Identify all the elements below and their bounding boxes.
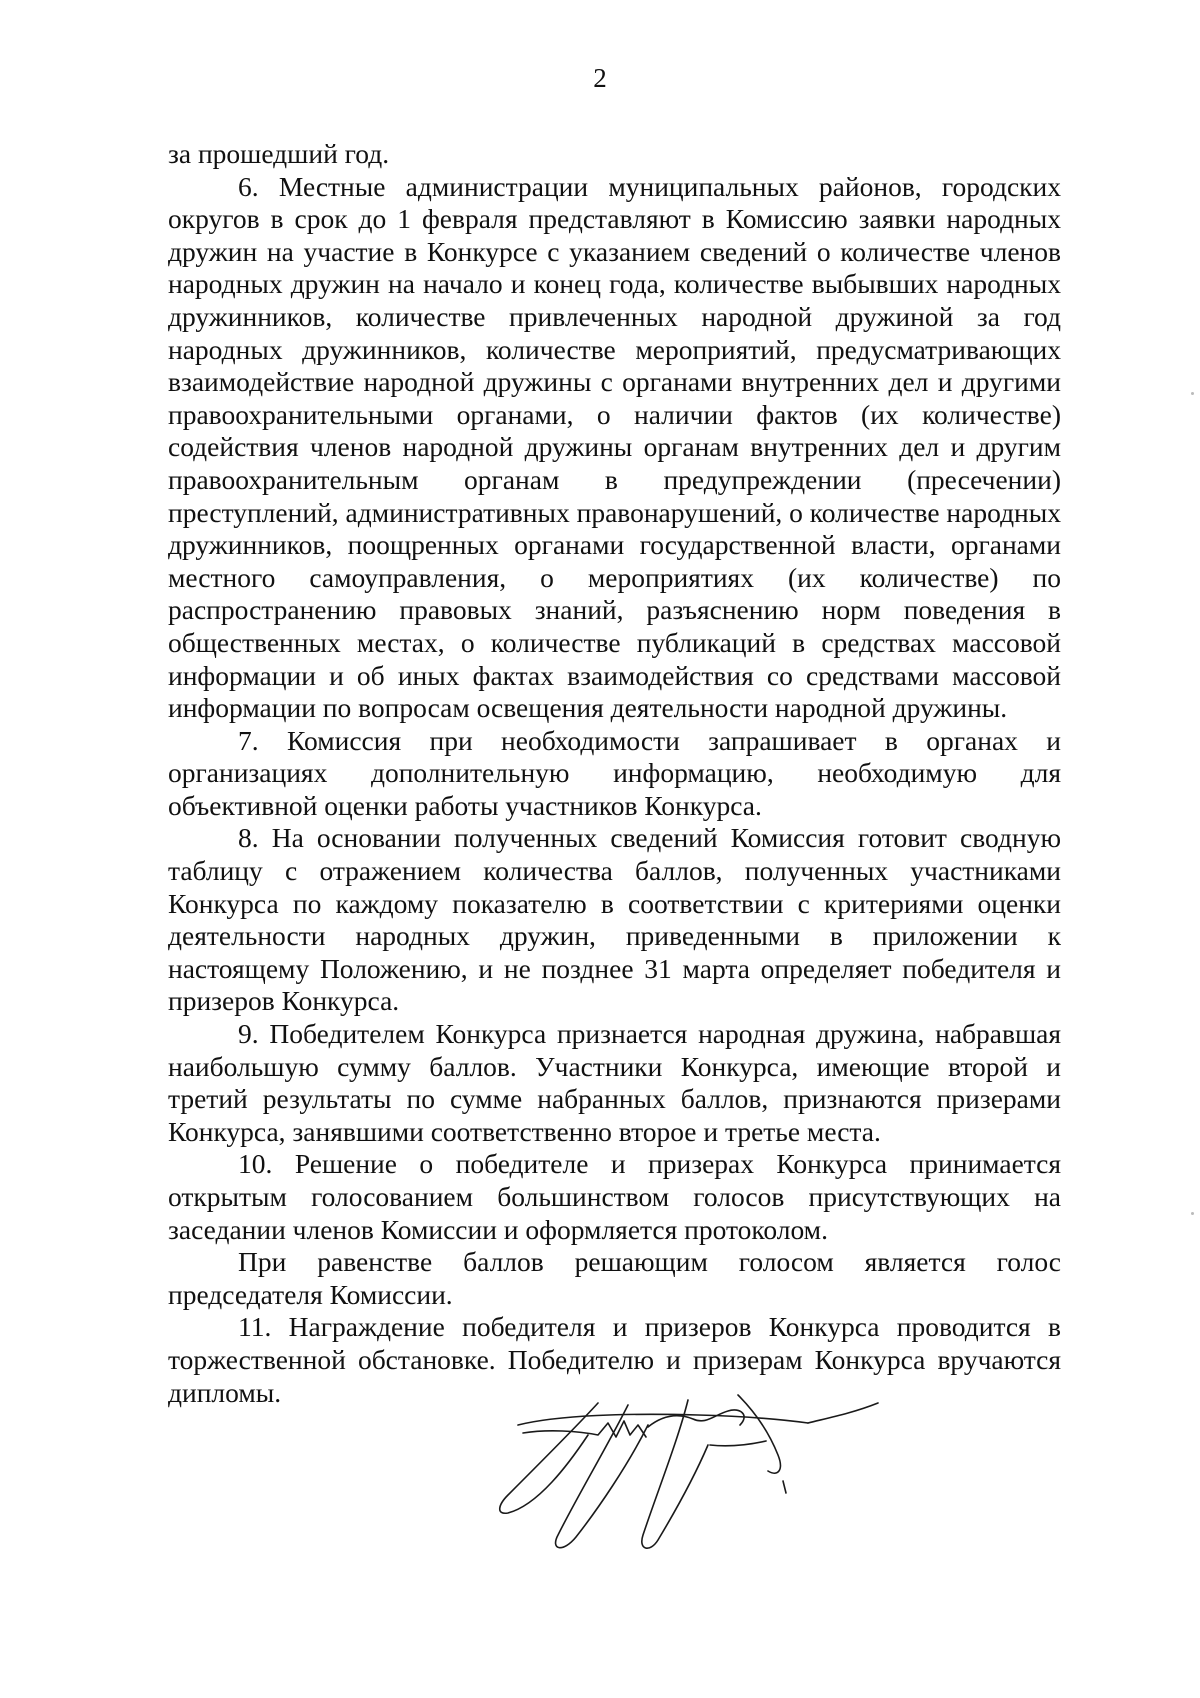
page-number: 2 xyxy=(593,63,607,93)
paragraph-item-9: 9. Победителем Конкурса признается народная дружина, набравшая наибольшую сумму баллов. Участники Конкурса, имеющие второй и третий результаты по сумме набранных баллов, признаются призерами Конкурса, занявшими соответственно второе и третье места. xyxy=(168,1018,1061,1147)
paragraph-item-6: 6. Местные администрации муниципальных районов, городских округов в срок до 1 февраля представляют в Комиссию заявки народных дружин на участие в Конкурсе с указанием сведений о количестве членов народных дружин на начало и конец года, количестве выбывших народных дружинников, количестве привлеченных народной дружиной за год народных дружинников, количестве мероприятий, предусматривающих взаимодействие народной дружины с органами внутренних дел и другими правоохранительными органами, о наличии фактов (их количестве) содействия членов народной дружины органам внутренних дел и другим правоохранительным органам в предупреждении (пресечении) преступлений, административных правонарушений, о количестве народных дружинников, поощренных органами государственной власти, органами местного самоуправления, о мероприятиях (их количестве) по распространению правовых знаний, разъяснению норм поведения в общественных местах, о количестве публикаций в средствах массовой информации и об иных фактах взаимодействия со средствами массовой информации по вопросам освещения деятельности народной дружины. xyxy=(168,170,1061,724)
paragraph-item-10: 10. Решение о победителе и призерах Конкурса принимается открытым голосованием большинством голосов присутствующих на заседании членов Комиссии и оформляется протоколом. xyxy=(168,1148,1061,1245)
paragraph-tie-rule: При равенстве баллов решающим голосом является голос председателя Комиссии. xyxy=(168,1246,1061,1310)
paragraph-item-11: 11. Награждение победителя и призеров Конкурса проводится в торжественной обстановке. Победителю и призерам Конкурса вручаются дипломы. xyxy=(168,1311,1061,1408)
scan-artifact xyxy=(1191,1212,1194,1215)
paragraph-continuation: за прошедший год. xyxy=(168,138,390,169)
paragraph-item-7: 7. Комиссия при необходимости запрашивает в органах и организациях дополнительную информацию, необходимую для объективной оценки работы участников Конкурса. xyxy=(168,724,1061,821)
paragraph-item-8: 8. На основании полученных сведений Комиссия готовит сводную таблицу с отражением количества баллов, полученных участниками Конкурса по каждому показателю в соответствии с критериями оценки деятельности народных дружин, приведенными в приложении к настоящему Положению, и не позднее 31 марта определяет победителя и призеров Конкурса. xyxy=(168,822,1061,1017)
scan-artifact xyxy=(1191,392,1194,395)
handwritten-signature-icon xyxy=(478,1385,938,1570)
document-body xyxy=(168,138,1061,1409)
